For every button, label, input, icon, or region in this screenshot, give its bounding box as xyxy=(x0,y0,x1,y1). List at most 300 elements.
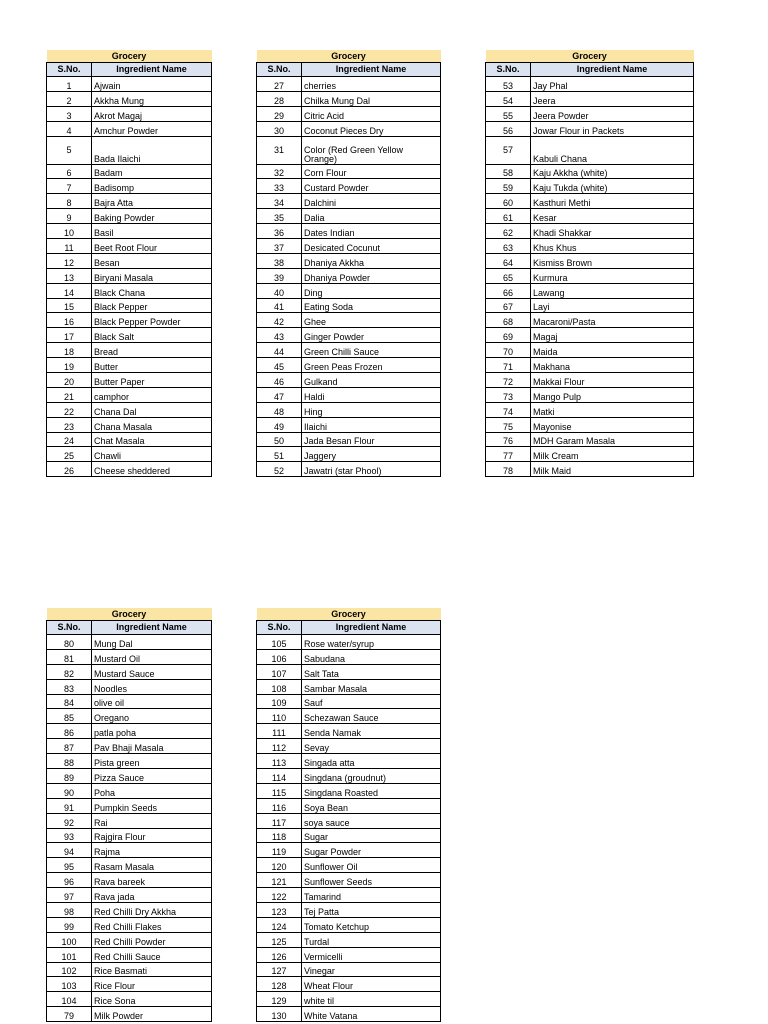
table-row xyxy=(47,739,212,754)
ingredient-name-cell: Butter Paper xyxy=(92,373,212,388)
serial-number-cell: 128 xyxy=(257,977,302,992)
ingredient-name-cell: white til xyxy=(302,992,441,1007)
serial-number-cell: 107 xyxy=(257,664,302,679)
table-row xyxy=(47,328,212,343)
ingredient-name-cell: Rajgira Flour xyxy=(92,828,212,843)
table-row xyxy=(47,635,212,650)
serial-number-cell: 101 xyxy=(47,947,92,962)
ingredient-name-cell: Bread xyxy=(92,343,212,358)
table-row xyxy=(47,828,212,843)
table-row xyxy=(47,373,212,388)
serial-number-cell: 44 xyxy=(257,343,302,358)
table-row xyxy=(257,843,441,858)
column-header-sno: S.No. xyxy=(47,63,92,77)
serial-number-cell: 9 xyxy=(47,209,92,224)
column-header-sno: S.No. xyxy=(486,63,531,77)
ingredient-name-cell: Sambar Masala xyxy=(302,679,441,694)
ingredient-name-cell: Kasthuri Methi xyxy=(531,194,694,209)
table-row xyxy=(47,977,212,992)
table-row xyxy=(257,977,441,992)
table-row xyxy=(257,769,441,784)
table-row xyxy=(47,992,212,1007)
table-row xyxy=(486,209,694,224)
table-row xyxy=(486,402,694,417)
table-row xyxy=(486,224,694,239)
table-title: Grocery xyxy=(486,50,694,63)
ingredient-name-cell: Matki xyxy=(531,402,694,417)
serial-number-cell: 58 xyxy=(486,164,531,179)
serial-number-cell: 89 xyxy=(47,769,92,784)
serial-number-cell: 99 xyxy=(47,917,92,932)
serial-number-cell: 29 xyxy=(257,106,302,121)
table-row xyxy=(47,179,212,194)
ingredient-name-cell: Red Chilli Dry Akkha xyxy=(92,903,212,918)
serial-number-cell: 68 xyxy=(486,313,531,328)
serial-number-cell: 47 xyxy=(257,387,302,402)
table-row xyxy=(486,164,694,179)
table-row xyxy=(486,283,694,298)
serial-number-cell: 125 xyxy=(257,932,302,947)
ingredient-name-cell: Hing xyxy=(302,402,441,417)
serial-number-cell: 45 xyxy=(257,358,302,373)
ingredient-name-cell: Red Chilli Powder xyxy=(92,932,212,947)
ingredient-name-cell: Dhaniya Akkha xyxy=(302,253,441,268)
ingredient-name-cell: Mung Dal xyxy=(92,635,212,650)
table-row xyxy=(47,253,212,268)
serial-number-cell: 108 xyxy=(257,679,302,694)
ingredient-name-cell: camphor xyxy=(92,387,212,402)
table-title: Grocery xyxy=(47,608,212,621)
ingredient-name-cell: Biryani Masala xyxy=(92,268,212,283)
grocery-table-1 xyxy=(46,50,212,477)
table-row xyxy=(257,136,441,164)
serial-number-cell: 34 xyxy=(257,194,302,209)
serial-number-cell: 19 xyxy=(47,358,92,373)
serial-number-cell: 21 xyxy=(47,387,92,402)
table-row xyxy=(257,179,441,194)
ingredient-name-cell: Citric Acid xyxy=(302,106,441,121)
table-row xyxy=(486,313,694,328)
table-row xyxy=(47,432,212,447)
column-header-sno: S.No. xyxy=(257,63,302,77)
ingredient-name-cell: Singdana (groudnut) xyxy=(302,769,441,784)
table-row xyxy=(486,358,694,373)
table-row xyxy=(257,224,441,239)
ingredient-name-cell: Kesar xyxy=(531,209,694,224)
serial-number-cell: 124 xyxy=(257,917,302,932)
column-header-ingredient: Ingredient Name xyxy=(302,63,441,77)
ingredient-name-cell: Senda Namak xyxy=(302,724,441,739)
table-row xyxy=(257,754,441,769)
serial-number-cell: 97 xyxy=(47,888,92,903)
table-row xyxy=(47,298,212,313)
ingredient-name-cell: Macaroni/Pasta xyxy=(531,313,694,328)
ingredient-name-cell: Noodles xyxy=(92,679,212,694)
ingredient-name-cell: Makhana xyxy=(531,358,694,373)
table-row xyxy=(486,328,694,343)
ingredient-name-cell: Pista green xyxy=(92,754,212,769)
serial-number-cell: 109 xyxy=(257,694,302,709)
table-row xyxy=(47,962,212,977)
column-header-ingredient: Ingredient Name xyxy=(531,63,694,77)
table-row xyxy=(47,387,212,402)
table-row xyxy=(257,947,441,962)
ingredient-name-cell: Lawang xyxy=(531,283,694,298)
ingredient-name-cell: Vinegar xyxy=(302,962,441,977)
ingredient-name-cell: Mayonise xyxy=(531,417,694,432)
table-row xyxy=(47,709,212,724)
ingredient-name-cell: Pav Bhaji Masala xyxy=(92,739,212,754)
table-row xyxy=(257,77,441,92)
ingredient-name-cell: Coconut Pieces Dry xyxy=(302,121,441,136)
ingredient-name-cell: Sauf xyxy=(302,694,441,709)
ingredient-name-cell: Cheese sheddered xyxy=(92,462,212,477)
serial-number-cell: 114 xyxy=(257,769,302,784)
table-row xyxy=(257,903,441,918)
serial-number-cell: 113 xyxy=(257,754,302,769)
ingredient-name-cell: Baking Powder xyxy=(92,209,212,224)
ingredient-name-cell: Mustard Sauce xyxy=(92,664,212,679)
serial-number-cell: 53 xyxy=(486,77,531,92)
table-row xyxy=(486,387,694,402)
ingredient-name-cell: Sevay xyxy=(302,739,441,754)
ingredient-name-cell: Custard Powder xyxy=(302,179,441,194)
table-row xyxy=(257,783,441,798)
ingredient-name-cell: Rasam Masala xyxy=(92,858,212,873)
table-row xyxy=(257,268,441,283)
table-row xyxy=(257,343,441,358)
ingredient-name-cell: Green Chilli Sauce xyxy=(302,343,441,358)
serial-number-cell: 40 xyxy=(257,283,302,298)
ingredient-name-cell: Khus Khus xyxy=(531,239,694,254)
serial-number-cell: 123 xyxy=(257,903,302,918)
serial-number-cell: 4 xyxy=(47,121,92,136)
serial-number-cell: 76 xyxy=(486,432,531,447)
ingredient-name-cell: Rice Flour xyxy=(92,977,212,992)
column-header-sno: S.No. xyxy=(47,621,92,635)
ingredient-name-cell: Vermicelli xyxy=(302,947,441,962)
table-row xyxy=(47,402,212,417)
ingredient-name-cell: patla poha xyxy=(92,724,212,739)
table-row xyxy=(486,106,694,121)
ingredient-name-cell: Dalchini xyxy=(302,194,441,209)
table-row xyxy=(47,224,212,239)
serial-number-cell: 87 xyxy=(47,739,92,754)
table-row xyxy=(486,432,694,447)
table-row xyxy=(257,709,441,724)
table-row xyxy=(47,888,212,903)
table-row xyxy=(47,121,212,136)
table-row xyxy=(486,179,694,194)
ingredient-name-cell: Bada Ilaichi xyxy=(92,136,212,164)
ingredient-name-cell: Kismiss Brown xyxy=(531,253,694,268)
table-row xyxy=(486,373,694,388)
serial-number-cell: 64 xyxy=(486,253,531,268)
serial-number-cell: 85 xyxy=(47,709,92,724)
table-row xyxy=(47,136,212,164)
serial-number-cell: 86 xyxy=(47,724,92,739)
serial-number-cell: 67 xyxy=(486,298,531,313)
ingredient-name-cell: Khadi Shakkar xyxy=(531,224,694,239)
table-row xyxy=(257,358,441,373)
ingredient-name-cell: Black Chana xyxy=(92,283,212,298)
serial-number-cell: 95 xyxy=(47,858,92,873)
column-header-ingredient: Ingredient Name xyxy=(92,63,212,77)
serial-number-cell: 100 xyxy=(47,932,92,947)
table-row xyxy=(257,828,441,843)
serial-number-cell: 80 xyxy=(47,635,92,650)
serial-number-cell: 3 xyxy=(47,106,92,121)
table-row xyxy=(47,873,212,888)
serial-number-cell: 129 xyxy=(257,992,302,1007)
serial-number-cell: 18 xyxy=(47,343,92,358)
ingredient-name-cell: Basil xyxy=(92,224,212,239)
ingredient-name-cell: Rai xyxy=(92,813,212,828)
ingredient-name-cell: Jowar Flour in Packets xyxy=(531,121,694,136)
table-row xyxy=(257,253,441,268)
serial-number-cell: 56 xyxy=(486,121,531,136)
serial-number-cell: 98 xyxy=(47,903,92,918)
serial-number-cell: 82 xyxy=(47,664,92,679)
ingredient-name-cell: Layi xyxy=(531,298,694,313)
serial-number-cell: 117 xyxy=(257,813,302,828)
serial-number-cell: 41 xyxy=(257,298,302,313)
serial-number-cell: 46 xyxy=(257,373,302,388)
ingredient-name-cell: Rava bareek xyxy=(92,873,212,888)
ingredient-name-cell: Poha xyxy=(92,783,212,798)
table-row xyxy=(47,209,212,224)
serial-number-cell: 49 xyxy=(257,417,302,432)
serial-number-cell: 48 xyxy=(257,402,302,417)
ingredient-name-cell: Soya Bean xyxy=(302,798,441,813)
table-row xyxy=(47,358,212,373)
ingredient-name-cell: Besan xyxy=(92,253,212,268)
table-row xyxy=(257,313,441,328)
serial-number-cell: 118 xyxy=(257,828,302,843)
ingredient-name-cell: Tomato Ketchup xyxy=(302,917,441,932)
serial-number-cell: 84 xyxy=(47,694,92,709)
serial-number-cell: 70 xyxy=(486,343,531,358)
table-row xyxy=(47,313,212,328)
ingredient-name-cell: Black Pepper Powder xyxy=(92,313,212,328)
table-row xyxy=(257,194,441,209)
table-row xyxy=(47,679,212,694)
serial-number-cell: 27 xyxy=(257,77,302,92)
table-row xyxy=(257,1007,441,1022)
table-title: Grocery xyxy=(47,50,212,63)
serial-number-cell: 79 xyxy=(47,1007,92,1022)
serial-number-cell: 65 xyxy=(486,268,531,283)
table-row xyxy=(257,694,441,709)
ingredient-name-cell: Haldi xyxy=(302,387,441,402)
serial-number-cell: 78 xyxy=(486,462,531,477)
table-row xyxy=(486,462,694,477)
table-row xyxy=(257,209,441,224)
ingredient-name-cell: Milk Cream xyxy=(531,447,694,462)
table-row xyxy=(257,679,441,694)
table-row xyxy=(47,947,212,962)
table-row xyxy=(47,462,212,477)
serial-number-cell: 13 xyxy=(47,268,92,283)
serial-number-cell: 10 xyxy=(47,224,92,239)
table-row xyxy=(257,91,441,106)
table-row xyxy=(486,194,694,209)
serial-number-cell: 105 xyxy=(257,635,302,650)
table-row xyxy=(257,283,441,298)
ingredient-name-cell: Desicated Cocunut xyxy=(302,239,441,254)
ingredient-name-cell: Jeera Powder xyxy=(531,106,694,121)
serial-number-cell: 60 xyxy=(486,194,531,209)
table-row xyxy=(257,402,441,417)
ingredient-name-cell: Pumpkin Seeds xyxy=(92,798,212,813)
ingredient-name-cell: olive oil xyxy=(92,694,212,709)
serial-number-cell: 23 xyxy=(47,417,92,432)
ingredient-name-cell: Ginger Powder xyxy=(302,328,441,343)
ingredient-name-cell: Sugar Powder xyxy=(302,843,441,858)
ingredient-name-cell: Black Pepper xyxy=(92,298,212,313)
ingredient-name-cell: Green Peas Frozen xyxy=(302,358,441,373)
serial-number-cell: 33 xyxy=(257,179,302,194)
table-row xyxy=(47,754,212,769)
ingredient-name-cell: Kaju Akkha (white) xyxy=(531,164,694,179)
serial-number-cell: 43 xyxy=(257,328,302,343)
serial-number-cell: 90 xyxy=(47,783,92,798)
serial-number-cell: 2 xyxy=(47,91,92,106)
ingredient-name-cell: Schezawan Sauce xyxy=(302,709,441,724)
ingredient-name-cell: Rajma xyxy=(92,843,212,858)
column-header-ingredient: Ingredient Name xyxy=(302,621,441,635)
ingredient-name-cell: Badam xyxy=(92,164,212,179)
grocery-table-4 xyxy=(46,608,212,1022)
ingredient-name-cell: Makkai Flour xyxy=(531,373,694,388)
serial-number-cell: 88 xyxy=(47,754,92,769)
ingredient-name-cell: Dalia xyxy=(302,209,441,224)
ingredient-name-cell: Mustard Oil xyxy=(92,649,212,664)
serial-number-cell: 93 xyxy=(47,828,92,843)
ingredient-name-cell: Eating Soda xyxy=(302,298,441,313)
ingredient-name-cell: Singada atta xyxy=(302,754,441,769)
table-row xyxy=(47,769,212,784)
ingredient-name-cell: Milk Maid xyxy=(531,462,694,477)
serial-number-cell: 30 xyxy=(257,121,302,136)
table-row xyxy=(257,164,441,179)
serial-number-cell: 57 xyxy=(486,136,531,164)
serial-number-cell: 81 xyxy=(47,649,92,664)
serial-number-cell: 24 xyxy=(47,432,92,447)
ingredient-name-cell: Corn Flour xyxy=(302,164,441,179)
grocery-table-5 xyxy=(256,608,441,1022)
ingredient-name-cell: Beet Root Flour xyxy=(92,239,212,254)
serial-number-cell: 130 xyxy=(257,1007,302,1022)
serial-number-cell: 116 xyxy=(257,798,302,813)
table-row xyxy=(47,343,212,358)
serial-number-cell: 37 xyxy=(257,239,302,254)
table-row xyxy=(486,239,694,254)
ingredient-name-cell: Salt Tata xyxy=(302,664,441,679)
table-row xyxy=(486,298,694,313)
table-row xyxy=(257,962,441,977)
table-row xyxy=(47,1007,212,1022)
ingredient-name-cell: Rose water/syrup xyxy=(302,635,441,650)
table-row xyxy=(257,106,441,121)
table-row xyxy=(47,91,212,106)
ingredient-name-cell: Akrot Magaj xyxy=(92,106,212,121)
serial-number-cell: 50 xyxy=(257,432,302,447)
table-row xyxy=(257,373,441,388)
table-row xyxy=(257,432,441,447)
serial-number-cell: 62 xyxy=(486,224,531,239)
table-row xyxy=(257,298,441,313)
table-row xyxy=(47,77,212,92)
table-row xyxy=(257,858,441,873)
table-row xyxy=(257,121,441,136)
ingredient-name-cell: Sugar xyxy=(302,828,441,843)
column-header-ingredient: Ingredient Name xyxy=(92,621,212,635)
table-row xyxy=(486,417,694,432)
table-row xyxy=(47,843,212,858)
serial-number-cell: 36 xyxy=(257,224,302,239)
table-row xyxy=(257,739,441,754)
ingredient-name-cell: cherries xyxy=(302,77,441,92)
table-row xyxy=(47,447,212,462)
ingredient-name-cell: Black Salt xyxy=(92,328,212,343)
ingredient-name-cell: Ajwain xyxy=(92,77,212,92)
ingredient-name-cell: Jawatri (star Phool) xyxy=(302,462,441,477)
serial-number-cell: 126 xyxy=(257,947,302,962)
table-row xyxy=(47,858,212,873)
serial-number-cell: 11 xyxy=(47,239,92,254)
ingredient-name-cell: Dates Indian xyxy=(302,224,441,239)
serial-number-cell: 92 xyxy=(47,813,92,828)
serial-number-cell: 61 xyxy=(486,209,531,224)
ingredient-name-cell: Chat Masala xyxy=(92,432,212,447)
table-row xyxy=(47,194,212,209)
serial-number-cell: 69 xyxy=(486,328,531,343)
table-row xyxy=(486,91,694,106)
table-row xyxy=(47,283,212,298)
ingredient-name-cell: Ilaichi xyxy=(302,417,441,432)
table-row xyxy=(257,798,441,813)
table-row xyxy=(486,268,694,283)
ingredient-name-cell: MDH Garam Masala xyxy=(531,432,694,447)
ingredient-name-cell: Jaggery xyxy=(302,447,441,462)
ingredient-name-cell: Singdana Roasted xyxy=(302,783,441,798)
ingredient-name-cell: Milk Powder xyxy=(92,1007,212,1022)
serial-number-cell: 31 xyxy=(257,136,302,164)
serial-number-cell: 26 xyxy=(47,462,92,477)
serial-number-cell: 122 xyxy=(257,888,302,903)
table-row xyxy=(47,724,212,739)
serial-number-cell: 127 xyxy=(257,962,302,977)
table-row xyxy=(486,77,694,92)
serial-number-cell: 111 xyxy=(257,724,302,739)
ingredient-name-cell: Dhaniya Powder xyxy=(302,268,441,283)
table-row xyxy=(47,917,212,932)
serial-number-cell: 102 xyxy=(47,962,92,977)
ingredient-name-cell: Kurmura xyxy=(531,268,694,283)
table-row xyxy=(47,783,212,798)
serial-number-cell: 1 xyxy=(47,77,92,92)
serial-number-cell: 35 xyxy=(257,209,302,224)
ingredient-name-cell: Jada Besan Flour xyxy=(302,432,441,447)
ingredient-name-cell: Mango Pulp xyxy=(531,387,694,402)
ingredient-name-cell: Kaju Tukda (white) xyxy=(531,179,694,194)
table-row xyxy=(257,462,441,477)
serial-number-cell: 5 xyxy=(47,136,92,164)
table-row xyxy=(257,917,441,932)
ingredient-name-cell: Sunflower Oil xyxy=(302,858,441,873)
table-title: Grocery xyxy=(257,608,441,621)
